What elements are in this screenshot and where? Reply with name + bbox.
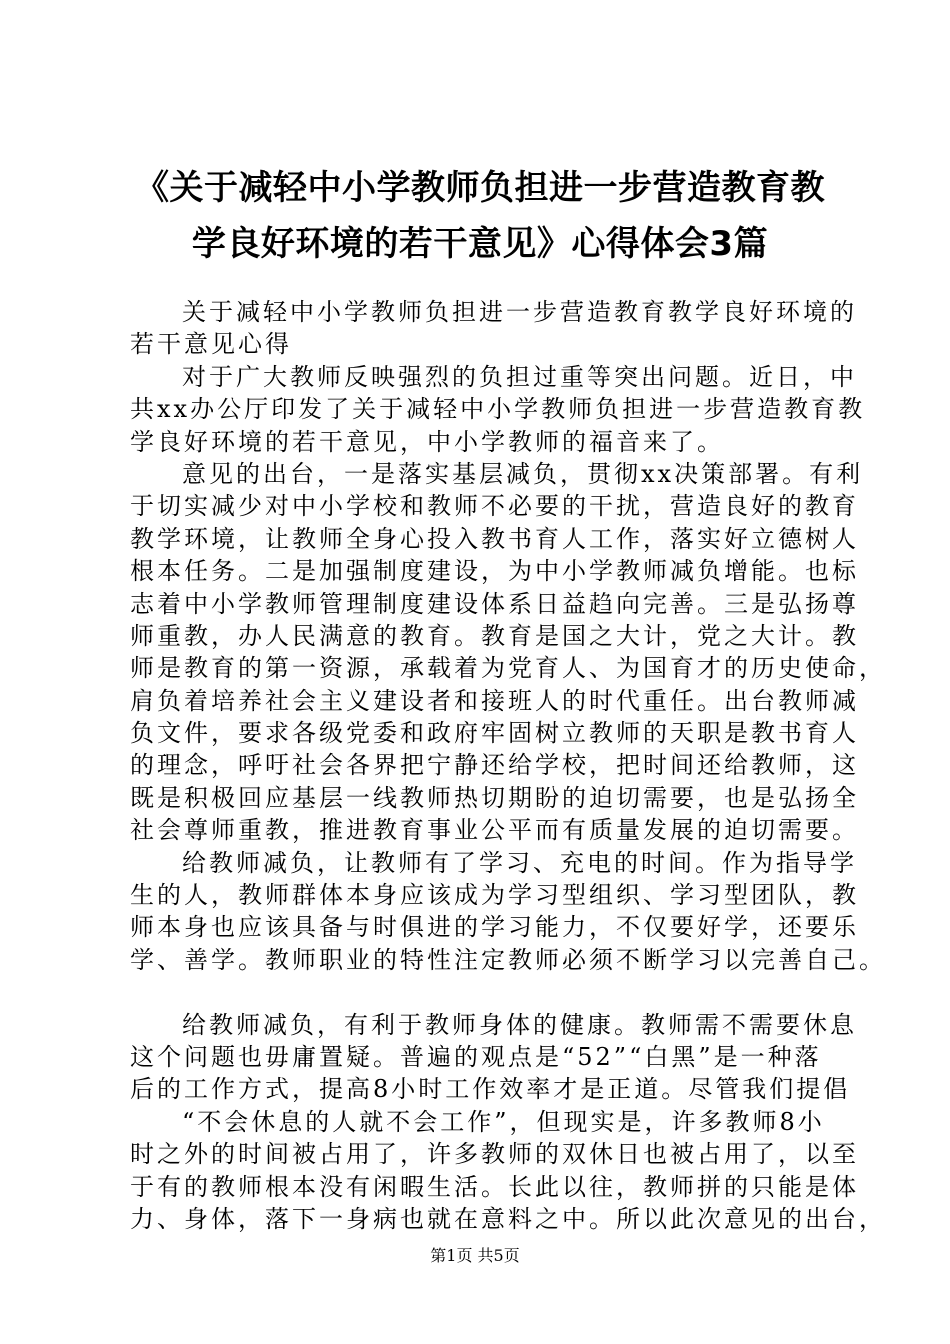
text-line: 这个问题也毋庸置疑。普遍的观点是“52”“白黑”是一种落	[130, 1042, 822, 1071]
text-line: 的理念，呼吁社会各界把宁静还给学校，把时间还给教师，这	[130, 751, 859, 780]
text-line: 给教师减负，让教师有了学习、充电的时间。作为指导学	[182, 848, 857, 877]
text-line: 力、身体，落下一身病也就在意料之中。所以此次意见的出台，	[130, 1204, 886, 1233]
paragraph-4	[130, 847, 886, 977]
text-line: 师是教育的第一资源，承载着为党育人、为国育才的历史使命，	[130, 654, 886, 683]
text-line: 关于减轻中小学教师负担进一步营造教育教学良好环境的	[182, 298, 857, 326]
text-line: 意见的出台，一是落实基层减负，贯彻xx决策部署。有利	[182, 459, 864, 488]
text-line: 生的人，教师群体本身应该成为学习型组织、学习型团队，教	[130, 881, 859, 910]
text-line: 共xx办公厅印发了关于减轻中小学教师负担进一步营造教育教	[130, 395, 866, 424]
text-line: 根本任务。二是加强制度建设，为中小学教师减负增能。也标	[130, 557, 859, 586]
text-line: 负文件，要求各级党委和政府牢固树立教师的天职是教书育人	[130, 719, 859, 748]
text-line: 既是积极回应基层一线教师热切期盼的迫切需要，也是弘扬全	[130, 783, 859, 812]
text-line: 教学环境，让教师全身心投入教书育人工作，落实好立德树人	[130, 524, 859, 553]
text-line: 于切实减少对中小学校和教师不必要的干扰，营造良好的教育	[130, 492, 859, 521]
text-line: “不会休息的人就不会工作”，但现实是，许多教师8小	[182, 1107, 825, 1136]
text-line: 学、善学。教师职业的特性注定教师必须不断学习以完善自己。	[130, 945, 886, 974]
text-line: 师本身也应该具备与时俱进的学习能力，不仅要好学，还要乐	[130, 913, 859, 942]
paragraph-5	[130, 1009, 857, 1106]
text-line: 师重教，办人民满意的教育。教育是国之大计，党之大计。教	[130, 621, 859, 650]
paragraph-6	[130, 1106, 886, 1236]
title-line-2: 学良好环境的若干意见》心得体会3篇	[191, 224, 769, 264]
text-line: 社会尊师重教，推进教育事业公平而有质量发展的迫切需要。	[130, 816, 859, 845]
paragraph-3	[130, 458, 886, 847]
text-line: 肩负着培养社会主义建设者和接班人的时代重任。出台教师减	[130, 686, 859, 715]
blank-line	[130, 976, 840, 1008]
text-line: 志着中小学教师管理制度建设体系日益趋向完善。三是弘扬尊	[130, 589, 859, 618]
text-line: 若干意见心得	[130, 330, 292, 359]
text-line: 后的工作方式，提高8小时工作效率才是正道。尽管我们提倡	[130, 1075, 851, 1104]
paragraph-2	[130, 361, 866, 458]
text-line: 学良好环境的若干意见，中小学教师的福音来了。	[130, 427, 724, 456]
document-title	[120, 160, 840, 272]
text-line: 对于广大教师反映强烈的负担过重等突出问题。近日，中	[182, 362, 857, 391]
page-footer: 第1页 共5页	[430, 1246, 520, 1265]
text-line: 于有的教师根本没有闲暇生活。长此以往，教师拼的只能是体	[130, 1172, 859, 1201]
text-line: 给教师减负，有利于教师身体的健康。教师需不需要休息	[182, 1010, 857, 1039]
paragraph-1	[130, 296, 857, 361]
text-line: 时之外的时间被占用了，许多教师的双休日也被占用了，以至	[130, 1140, 859, 1169]
document-body	[130, 296, 886, 1235]
title-line-1: 《关于减轻中小学教师负担进一步营造教育教	[135, 168, 825, 208]
